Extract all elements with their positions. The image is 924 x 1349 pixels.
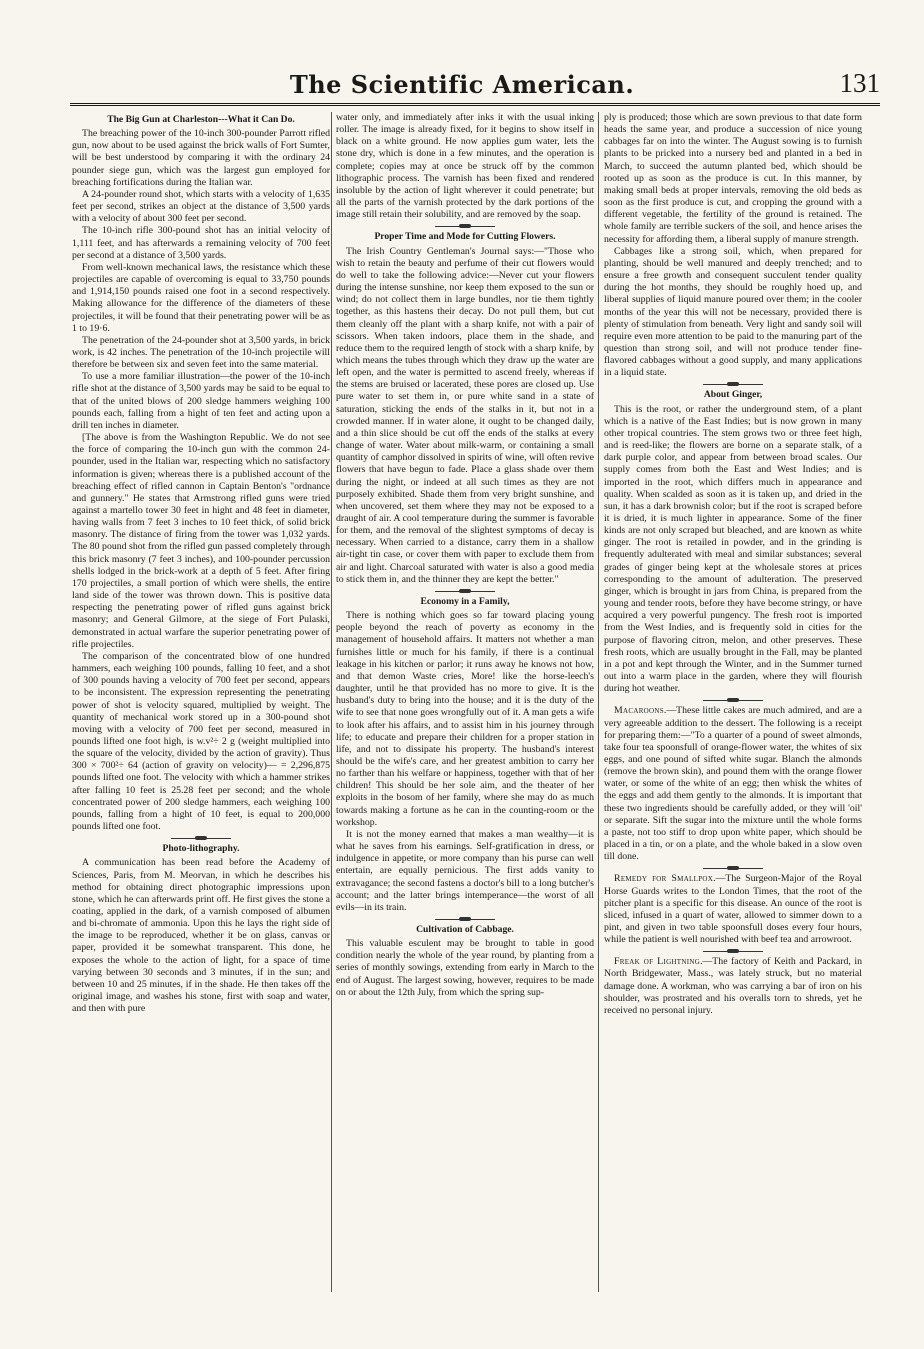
page-number: 131: [839, 68, 880, 98]
item-body: .—The Surgeon-Major of the Royal Horse Guards writes to the London Times, that the root of the pitcher plant is a specific for this disease. An ounce of the root is sliced, infused in a quart of water, allowed to simmer down to a pint, and given in two table spoonsfull doses every four hours, while the patient is well nourished with beef tea and arrowroot.: [604, 873, 862, 946]
item-body: .—The factory of Keith and Packard, in North Bridgewater, Mass., was lately struck, but no material damage done. A workman, who was carrying a bar of iron on his shoulder, was prostrated and his overalls torn to shreds, yet he received no personal injury.: [604, 956, 862, 1016]
article-heading: Photo-lithography.: [162, 843, 240, 855]
paragraph: water only, and immediately after inks it with the usual inking roller. The image is already fixed, for it begins to show itself in black on a white ground. He now applies gum water, lets the stone dry, which is done in a few minutes, and the operation is complete; copies may at once be struck off by the common lithographic process. The varnish has been fixed and rendered insoluble by the action of light wherever it could penetrate; but all the parts of the varnish protected by the dark portions of the image still retain their solubility, and are removed by the soap.: [336, 112, 594, 221]
article-heading: Proper Time and Mode for Cutting Flowers.: [374, 231, 556, 243]
paragraph: This valuable esculent may be brought to table in good condition nearly the whole of the year round, by planting from a series of monthly sowings, extending from early in March to the end of August. The largest sowing, however, requires to be made on or about the 12th July, from which the spring sup-: [336, 938, 594, 998]
paragraph: Cabbages like a strong soil, which, when prepared for planting, should be well manured and deeply trenched; and to ensure a free growth and consequent succulent tender quality during the hot months, they should be roughly hoed up, and liberal supplies of liquid manure poured over them; in the cooler months of the year this will not be necessary, provided there is plenty of stimulation from beneath. Very light and sandy soil will require even more attention to be paid to the manuring part of the question than strong soil, and will not produce tender fine-flavored cabbages without a good supply, and many applications in a liquid state.: [604, 245, 862, 379]
paragraph: [604, 705, 862, 863]
paragraph: ply is produced; those which are sown previous to that date form heads the same year, and produce a succession of nice young cabbages far on into the winter. The August sowing is to furnish plants to be pricked into a nursery bed and planted in a bed in March, to succeed the autumn planted bed, which should be rooted up as soon as the produce is cut. In this manner, by making small beds at proper intervals, removing the old beds as soon as the first produce is cut, and cropping the ground with a different vegetable, the fertility of the ground is retained. The whole family are terrible suckers of the soil, and hence arises the necessity for affording them, a liberal supply of manure strength.: [604, 112, 862, 245]
section-separator: [703, 868, 763, 869]
paragraph: The comparison of the concentrated blow of one hundred hammers, each weighing 100 pounds, falling 10 feet, and a shot of 300 pounds having a velocity of 700 feet per second, appears to be inconsistent. The expression representing the penetrating power of shot is velocity squared, multiplied by weight. The quantity of mechanical work stored up in a 300-pound shot moving with a velocity of 700 feet per second, measured in pounds lifted one foot high, is w.v²÷ 2 g (weight multiplied into the square of the velocity, divided by the action of gravity). Thus 300 × 700²÷ 64 (action of gravity on velocity)— = 2,296,875 pounds lifted one foot. The velocity with which a hammer strikes after falling 10 feet is 25.28 feet per second; and the whole concentrated power of 200 sledge hammers, each weighing 100 pounds, falling from a hight of 10 feet, is equal to 200,000 pounds lifted one foot.: [72, 650, 330, 833]
item-lead: Freak of Lightning: [614, 956, 701, 968]
paragraph: The 10-inch rifle 300-pound shot has an initial velocity of 1,111 feet, and has afterwards a remaining velocity of 700 feet per second at a distance of 3,500 yards.: [72, 225, 330, 261]
paragraph: [604, 873, 862, 946]
paragraph: A communication has been read before the Academy of Sciences, Paris, from M. Meorvan, in which he describes his method for obtaining direct photographic impressions upon stone, which he can afterwards print off. He first gives the stone a coating, applied in the dark, of a varnish composed of albumen and bi-chromate of ammonia. Upon this he lays the right side of the image to be reproduced, whether it be on glass, canvas or paper, provided it be somewhat transparent. This done, he exposes the whole to the action of light, for a space of time varying between 30 seconds and 3 minutes, if in the sun; and between 10 and 25 minutes, if in the shade. He then takes off the original image, and washes his stone, first with soap and water, and then with pure: [72, 857, 330, 1015]
section-separator: [435, 226, 495, 227]
paragraph: There is nothing which goes so far toward placing young people beyond the reach of poverty as economy in the management of household affairs. It matters not whether a man furnishes little or much for his family, if there is a continual leakage in his kitchen or parlor; it runs away he knows not how, and that demon Waste cries, More! like the horse-leech's daughter, until he that provided has no more to give. It is the husband's duty to bring into the house; and it is the duty of the wife to see that none goes wrongfully out of it. A man gets a wife to look after his affairs, and to assist him in his journey through life; to educate and prepare their children for a proper station in life, and not to dissipate his property. The husband's interest should be the wife's care, and her greatest ambition to carry her no farther than his welfare or happiness, together with that of her children! This should be her sole aim, and the theater of her exploits in the bosom of her family, where she may do as much towards making a fortune as he can in the counting-room or the workshop.: [336, 610, 594, 828]
column-divider: [598, 112, 599, 1292]
paragraph: It is not the money earned that makes a man wealthy—it is what he saves from his earnings. Self-gratification in dress, or indulgence in appetite, or more company than his purse can well entertain, are equally pernicious. The first adds vanity to extravagance; the second fastens a doctor's bill to a long butcher's account; and the latter brings intemperance—the worst of all evils—in its train.: [336, 828, 594, 913]
article-heading: The Big Gun at Charleston---What it Can Do.: [107, 114, 295, 125]
column-divider: [331, 112, 332, 1292]
newspaper-title: The Scientific American.: [289, 70, 635, 99]
header-rule: [70, 103, 880, 109]
masthead: [0, 58, 924, 108]
paragraph: From well-known mechanical laws, the resistance which these projectiles are capable of overcoming is equal to 33,750 pounds and 1,914,150 pounds raised one foot in a second respectively. Making allowance for the difference of the diameters of these projectiles, it will be found that their penetrating power will be as 1 to 19·6.: [72, 261, 330, 334]
paragraph: [The above is from the Washington Republic. We do not see the force of comparing the 10-inch gun with the common 24-pounder, used in the Italian war, respecting which no satisfactory information is given; whereas there is a published account of the breaching effect of rifled cannon in Captain Benton's "ordnance and gunnery." He states that Armstrong rifled guns were tried against a martello tower 30 feet in hight and 48 feet in diameter, having walls from 7 feet 3 inches to 10 feet thick, of solid brick masonry. The distance of firing from the tower was 1,032 yards. The 80 pound shot from the rifled gun passed completely through this brick masonry (7 feet 3 inches), and 100-pounder percussion shells lodged in the brick-work at a depth of 5 feet. After firing 170 projectiles, a small portion of which were shells, the entire land side of the tower was thrown down. This is positive data respecting the penetrating power of rifled guns against brick masonry; and General Gilmore, at the siege of Fort Pulaski, demonstrated in actual warfare the superior penetrating power of rifle projectiles.: [72, 432, 330, 650]
column-2: [336, 112, 594, 999]
section-separator: [703, 951, 763, 952]
paragraph: The breaching power of the 10-inch 300-pounder Parrott rifled gun, now about to be used against the brick walls of Fort Sumter, will be best understood by comparing it with the ordinary 24 pounder siege gun, which was the largest gun employed for breaching fortifications during the Italian war.: [72, 128, 330, 188]
item-lead: Remedy for Smallpox: [614, 873, 714, 885]
section-separator: [703, 700, 763, 701]
item-body: .—These little cakes are much admired, and are a very agreeable addition to the dessert. The following is a receipt for preparing them:—"To a quarter of a pound of sweet almonds, take four tea spoonsfull of orange-flower water, the whites of six eggs, and one pound of sifted white sugar. Blanch the almonds (remove the brown skin), and pound them with the orange flower water, or some of the white of an egg; then whisk the whites of the eggs and add them gently to the almonds. It is important that these two ingredients should be carefully added, or they will 'oil' or separate. Sift the sugar into the mixture until the whole forms a paste, not too stiff to drop upon white paper, which should be placed in a tin, or on a plate, and the whole baked in a slow oven till done.: [604, 705, 862, 863]
column-1: [72, 112, 330, 1015]
paragraph: The penetration of the 24-pounder shot at 3,500 yards, in brick work, is 42 inches. The penetration of the 10-inch projectile will therefore be between six and seven feet into the same material.: [72, 334, 330, 371]
article-heading: Cultivation of Cabbage.: [416, 924, 514, 935]
section-separator: [171, 838, 231, 839]
article-heading: About Ginger,: [703, 389, 763, 401]
column-3: [604, 112, 862, 1017]
paragraph: A 24-pounder round shot, which starts with a velocity of 1,635 feet per second, strikes an object at the distance of 3,500 yards with a velocity of about 300 feet per second.: [72, 188, 330, 225]
section-separator: [435, 919, 495, 920]
paragraph: [604, 956, 862, 1017]
article-heading: Economy in a Family,: [420, 595, 510, 607]
item-lead: Macaroons: [614, 705, 664, 717]
paragraph: To use a more familiar illustration—the power of the 10-inch rifle shot at the distance of 3,500 yards may be said to be equal to that of the united blows of 200 sledge hammers weighing 100 pounds each, falling from a hight of ten feet and acting upon a drill ten inches in diameter.: [72, 371, 330, 431]
section-separator: [703, 384, 763, 385]
section-separator: [435, 591, 495, 592]
paragraph: The Irish Country Gentleman's Journal says:—"Those who wish to retain the beauty and perfume of their cut flowers would do well to take the following advice:—Never cut your flowers during the intense sunshine, nor keep them exposed to the sun or wind; do not collect them in large bundles, nor tie them tightly together, as this hastens their decay. Do not pull them, but cut them cleanly off the plant with a sharp knife, not with a pair of scissors. When taken indoors, place them in the shade, and reduce them to the required length of stock with a sharp knife, by which means the tubes through which they draw up the water are left open, and the water is permitted to ascend freely, whereas if the stems are bruised or lacerated, these pores are closed up. Use pure water to set them in, or pure white sand in a state of saturation, sticking the ends of the stalks in it, but not in a crowded manner. If in water alone, it ought to be changed daily, and a thin slice should be cut off the ends of the stalks at every change of water. Water about milk-warm, or containing a small quantity of camphor dissolved in spirits of wine, will often revive flowers that have begun to fade. Place a glass shade over them during the night, or indeed at all such times as they are not purposely exhibited. Shade them from very bright sunshine, and when uncovered, set them where they may not be exposed to a draught of air. A cool temperature during the summer is favorable for them, and the removal of the slightest symptoms of decay is necessary. When carried to a distance, carry them in a shallow air-tight tin case, or cover them with paper to exclude them from air and light. Charcoal saturated with water is also a good media to stick them in, and the thinner they are kept the better.": [336, 245, 594, 585]
paragraph: This is the root, or rather the underground stem, of a plant which is a native of the East Indies; but is now grown in many other tropical countries. The stem grows two or three feet high, and is reed-like; the flowers are borne on a separate stalk, of a dark purple color, and appear from between broad scales. Our supply comes from both the East and West Indies; and is imported in the root, which differs much in appearance and quality. When scalded as soon as it is taken up, and dried in the sun, it has a dark brownish color; but if the root is scraped before it is dried, it is much lighter in appearance. Some of the finer kinds are not only scraped but bleached, and are known as white ginger. The root is retailed in powder, and in the grinding is frequently adulterated with meal and similar substances; several grades of ginger being kept at the wholesale stores at prices corresponding to the amount of adulteration. The preserved ginger, which is brought in jars from China, is prepared from the young and tender roots, before they have become stringy, or have acquired a very powerful pungency. The fresh root is imported from the West Indies, and is frequently sold in cities for the purpose of flavoring citron, melon, and other preserves. These fresh roots, which are usually brought in the Fall, may be planted in a pot and kept through the Winter, and in the Summer turned out into a warm place in the garden, where they will flourish during hot weather.: [604, 403, 862, 695]
